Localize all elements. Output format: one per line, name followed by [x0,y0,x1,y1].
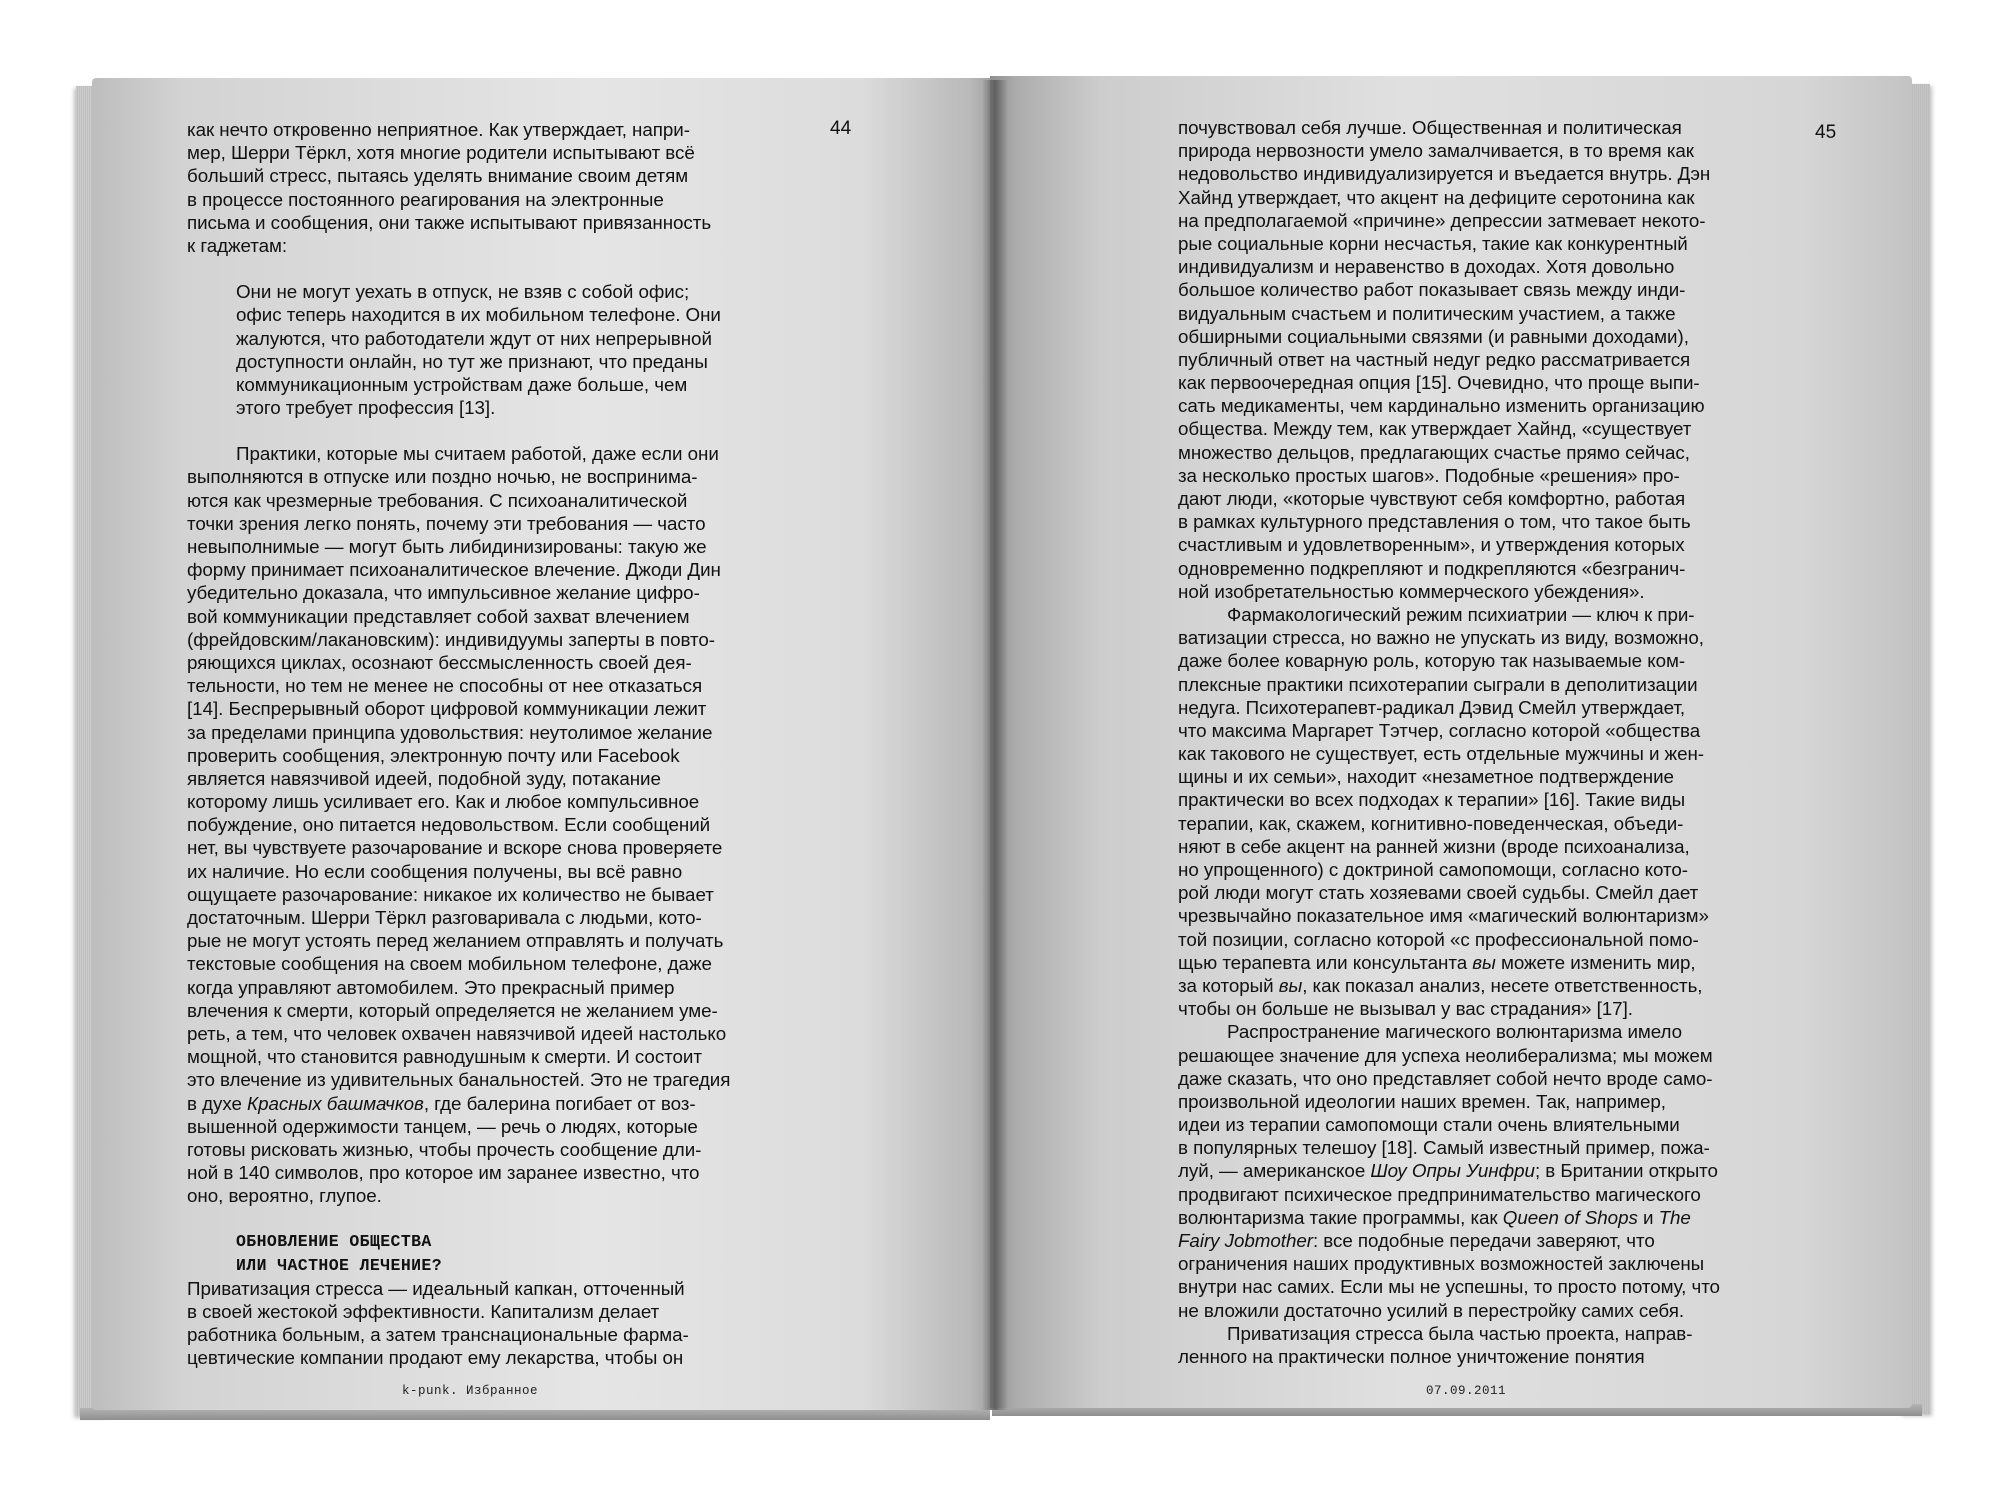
text-line: которому лишь усиливает его. Как и любое компульсивное [187,791,700,813]
text-line: вышенной одержимости танцем, — речь о людях, которые [187,1115,698,1137]
text-line: в рамках культурного представления о том, что такое быть [1178,511,1691,533]
text-line: почувствовал себя лучше. Общественная и политическая [1178,117,1682,138]
left-text-column [187,118,787,1370]
text-line: убедительно доказала, что импульсивное желание цифро- [187,582,700,604]
paragraph [1178,603,1778,951]
section-heading: ОБНОВЛЕНИЕ ОБЩЕСТВА ИЛИ ЧАСТНОЕ ЛЕЧЕНИЕ? [236,1232,443,1275]
text-line: большое количество работ показывает связь между инди- [1178,279,1686,301]
paragraph [1178,116,1778,603]
text-line: публичный ответ на частный недуг редко рассматривается [1178,348,1691,370]
text-line: щью терапевта или консультанта вы можете изменить мир, [1178,951,1696,973]
text-line: дают люди, «которые чувствуют себя комфортно, работая [1178,488,1686,509]
text-line: цевтические компании продают ему лекарства, чтобы он [187,1347,684,1369]
left-page [92,78,997,1410]
text-line: общества. Между тем, как утверждает Хайнд, «существует [1178,418,1692,440]
text-line: что максима Маргарет Тэтчер, согласно которой «общества [1178,719,1701,741]
text-line: является навязчивой идеей, подобной зуду, потакание [187,767,661,789]
text-line: тельности, но тем не менее не способны от нее отказаться [187,675,703,697]
text-line: видуальным счастьем и политическим участием, а также [1178,302,1676,324]
text-line: ются как чрезмерные требования. С психоаналитической [187,489,688,511]
text-line: как первоочередная опция [15]. Очевидно, что проще выпи- [1178,372,1700,394]
text-line: вой коммуникации представляет собой захват влечением [187,605,690,627]
text-line: рой люди могут стать хозяевами своей судьбы. Смейл дает [1178,882,1699,904]
text-line: Фармакологический режим психиатрии — ключ к при- [1227,603,1695,625]
paragraph [1178,1020,1778,1159]
text-line: нет, вы чувствуете разочарование и вскоре снова проверяете [187,837,723,859]
text-line: не вложили достаточно усилий в перестройку самих себя. [1178,1299,1685,1321]
text-line: в духе Красных башмачков, где балерина погибает от воз- [187,1092,696,1114]
text-line: коммуникационным устройствам даже больше, чем [236,373,688,395]
text-line: терапии, как, скажем, когнитивно-поведенческая, объеди- [1178,812,1684,834]
book-gutter [982,80,1008,1410]
text-line: как такового не существует, есть отдельные мужчины и жен- [1178,743,1704,765]
text-line: обширными социальными связями (и равными доходами), [1178,325,1689,347]
text-line: плексные практики психотерапии сыграли в деполитизации [1178,673,1698,695]
text-line: в популярных телешоу [18]. Самый известный пример, пожа- [1178,1137,1710,1159]
text-line: практически во всех подходах к терапии» [16]. Такие виды [1178,789,1686,811]
page-number: 44 [830,118,852,139]
text-line: сать медикаменты, чем кардинально изменить организацию [1178,395,1705,417]
paragraph-end [1178,1252,1778,1322]
right-text-column [1178,116,1778,1368]
text-line: чтобы он больше не вызывал у вас страдания» [17]. [1178,998,1633,1020]
text-line: чрезвычайно показательное имя «магический волюнтаризм» [1178,905,1709,927]
text-line: их наличие. Но если сообщения получены, вы всё равно [187,860,683,882]
text-line: как нечто откровенно неприятное. Как утверждает, напри- [187,119,690,140]
paragraph-end [187,1115,787,1208]
text-line: работника больным, а затем транснациональные фарма- [187,1324,689,1346]
text-line: письма и сообщения, они также испытывают привязанность [187,211,712,233]
text-line: жалуются, что работодатели ждут от них непрерывной [236,327,712,349]
text-line: реть, а тем, что человек охвачен навязчивой идеей настолько [187,1022,727,1044]
text-line: продвигают психическое предпринимательство магического [1178,1183,1701,1205]
text-line: достаточным. Шерри Тёркл разговаривала с людьми, кото- [187,907,702,928]
text-line: за несколько простых шагов». Подобные «решения» про- [1178,464,1680,486]
text-line: ряющихся циклах, осознают бессмысленность своей дея- [187,651,692,673]
text-line: готовы рисковать жизнью, чтобы прочесть сообщение дли- [187,1138,702,1160]
text-line: Они не могут уехать в отпуск, не взяв с собой офис; [236,281,690,303]
text-line: оно, вероятно, глупое. [187,1185,382,1207]
text-line: ной в 140 символов, про которое им заранее известно, что [187,1162,700,1184]
text-line: недуга. Психотерапевт-радикал Дэвид Смейл утверждает, [1178,696,1686,718]
text-line: невыполнимые — могут быть либидинизированы: такую же [187,536,707,557]
text-line: доступности онлайн, но тут же признают, что преданы [236,350,708,372]
text-line: за пределами принципа удовольствия: неутолимое желание [187,721,713,743]
text-line: это влечение из удивительных банальностей. Это не трагедия [187,1069,731,1091]
running-footer: k-punk. Избранное [402,1384,539,1398]
text-line: одновременно подкрепляют и подкрепляются «безгранич- [1178,557,1686,579]
text-line: за который вы, как показал анализ, несете ответственность, [1178,974,1703,996]
text-line: Приватизация стресса была частью проекта, направ- [1227,1322,1693,1344]
text-line: произвольной идеологии наших времен. Так, например, [1178,1090,1666,1112]
block-quote [187,280,787,419]
text-line: но упрощенного) с доктриной самопомощи, согласно кото- [1178,859,1688,880]
text-line: этого требует профессия [13]. [236,397,496,419]
text-line: даже более коварную роль, которую так называемые ком- [1178,650,1686,672]
text-line: побуждение, оно питается недовольством. Если сообщений [187,814,711,836]
text-line: мер, Шерри Тёркл, хотя многие родители испытывают всё [187,142,695,164]
text-line: ограничения наших продуктивных возможностей заключены [1178,1253,1705,1275]
page-number: 45 [1815,122,1837,143]
text-line: ной изобретательностью коммерческого убеждения». [1178,580,1645,602]
text-line: Распространение магического волюнтаризма имело [1227,1021,1683,1043]
text-line: внутри нас самих. Если мы не успешны, то просто потому, что [1178,1276,1720,1298]
running-footer: 07.09.2011 [1426,1384,1507,1398]
text-line: щины и их семьи», находит «незаметное подтверждение [1178,766,1674,788]
text-line: рые не могут устоять перед желанием отправлять и получать [187,930,724,952]
text-line: недовольство индивидуализируется и въедается внутрь. Дэн [1178,163,1711,185]
text-line: идеи из терапии самопомощи стали очень влиятельными [1178,1114,1680,1136]
text-line: (фрейдовским/лакановским): индивидуумы заперты в повто- [187,628,715,650]
text-line: ватизации стресса, но важно не упускать из виду, возможно, [1178,627,1704,649]
text-line: к гаджетам: [187,234,288,256]
text-line: решающее значение для успеха неолиберализма; мы можем [1178,1044,1713,1066]
text-line: природа нервозности умело замалчивается, в то время как [1178,140,1694,162]
paragraph [187,442,787,1091]
text-line: когда управляют автомобилем. Это прекрасный пример [187,976,675,998]
text-line: индивидуализм и неравенство в доходах. Хотя довольно [1178,256,1675,278]
paragraph [187,1277,787,1370]
paragraph [1178,1322,1778,1368]
text-line: мощной, что становится равнодушным к смерти. И состоит [187,1046,702,1068]
text-line: точки зрения легко понять, почему эти требования — часто [187,512,706,534]
text-line: Приватизация стресса — идеальный капкан, отточенный [187,1277,685,1299]
text-line: в процессе постоянного реагирования на электронные [187,188,664,210]
text-line: офис теперь находится в их мобильном телефоне. Они [236,304,721,326]
text-line: множество дельцов, предлагающих счастье прямо сейчас, [1178,441,1690,463]
text-line: в своей жестокой эффективности. Капитализм делает [187,1301,660,1323]
text-line: ощущаете разочарование: никакое их количество не бывает [187,883,714,905]
text-line: на предполагаемой «причине» депрессии затмевает некото- [1178,209,1706,231]
text-line: Fairy Jobmother: все подобные передачи заверяют, что [1178,1230,1655,1251]
paragraph [187,118,787,257]
right-page [990,76,1912,1408]
text-line: ленного на практически полное уничтожение понятия [1178,1345,1645,1367]
text-line: волюнтаризма такие программы, как Queen of Shops и The [1178,1206,1691,1228]
text-line: выполняются в отпуске или поздно ночью, не воспринима- [187,466,698,488]
text-line: рые социальные корни несчастья, такие как конкурентный [1178,232,1688,254]
text-line: счастливым и удовлетворенным», и утверждения которых [1178,534,1685,556]
text-line: форму принимает психоаналитическое влечение. Джоди Дин [187,559,721,581]
text-line: [14]. Беспрерывный оборот цифровой коммуникации лежит [187,698,707,720]
text-line: больший стресс, пытаясь уделять внимание своим детям [187,165,689,187]
text-line: текстовые сообщения на своем мобильном телефоне, даже [187,953,712,975]
text-line: той позиции, согласно которой «с профессиональной помо- [1178,928,1699,950]
text-line: няют в себе акцент на ранней жизни (вроде психоанализа, [1178,835,1690,857]
text-line: Хайнд утверждает, что акцент на дефиците серотонина как [1178,186,1695,208]
text-line: луй, — американское Шоу Опры Уинфри; в Британии открыто [1178,1160,1718,1182]
text-line: Практики, которые мы считаем работой, даже если они [236,443,719,465]
text-line: влечения к смерти, который определяется не желанием уме- [187,999,718,1021]
text-line: проверить сообщения, электронную почту или Facebook [187,744,680,766]
text-line: даже сказать, что оно представляет собой нечто вроде само- [1178,1067,1713,1089]
